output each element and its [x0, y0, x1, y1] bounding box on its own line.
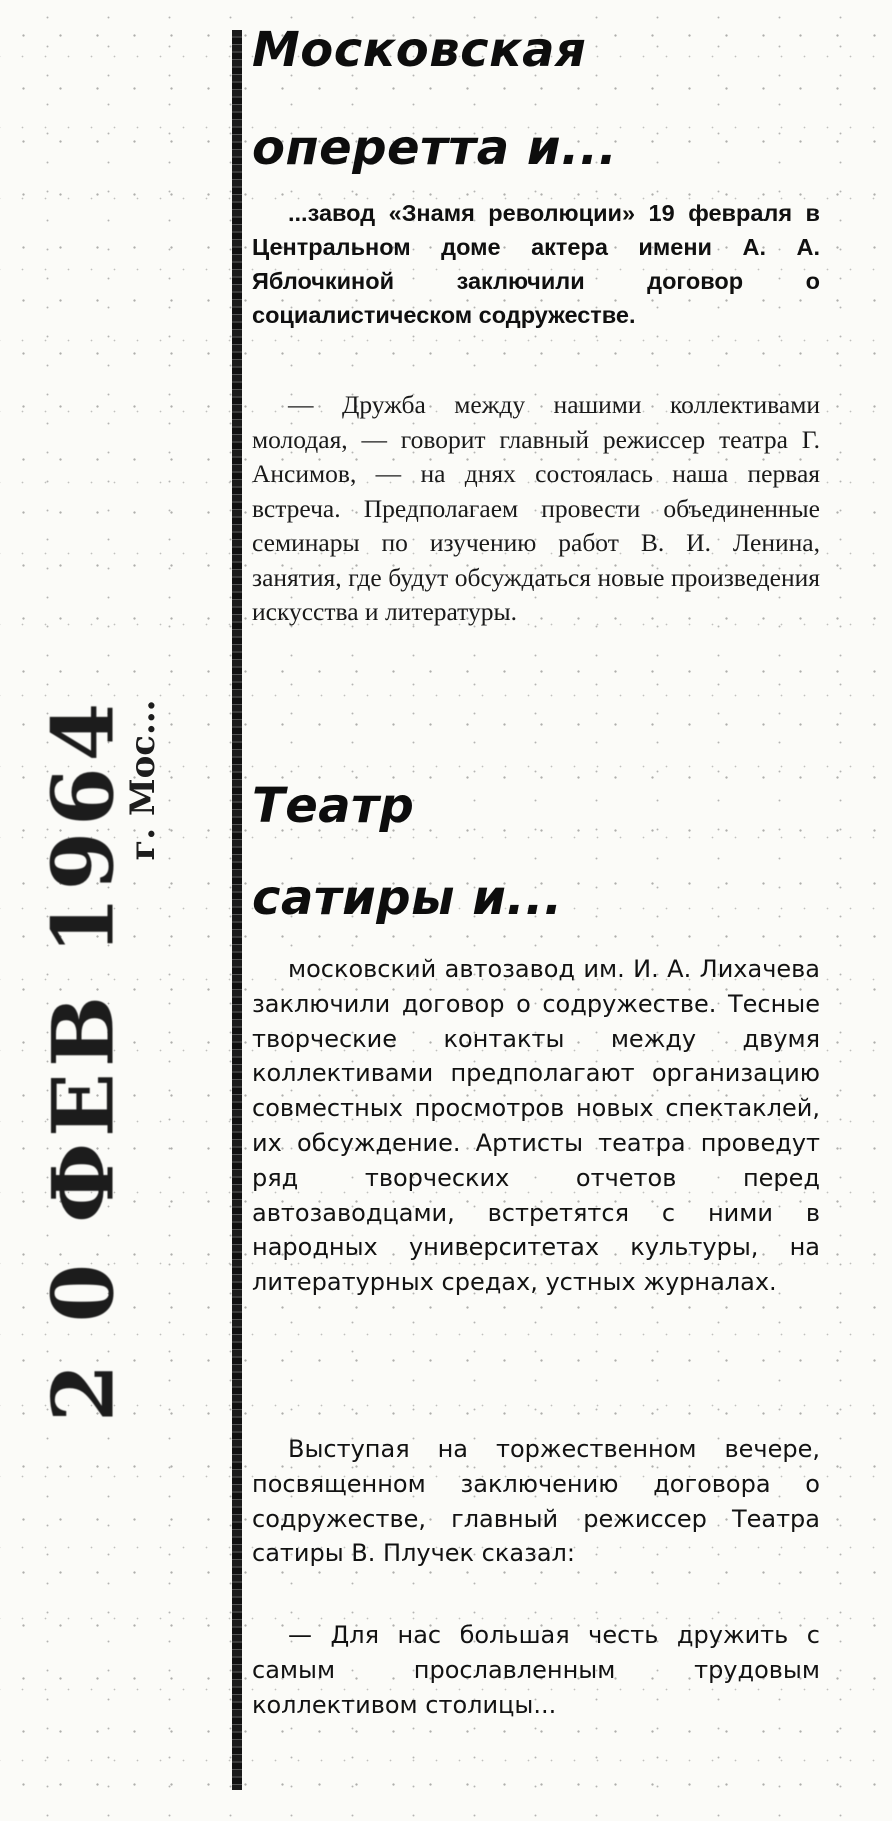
archive-stamp	[28, 560, 163, 1580]
article1-lead	[252, 196, 820, 332]
article2-body-2	[252, 1432, 820, 1571]
column-rule	[232, 30, 242, 1790]
article1-lead-text: ...завод «Знамя революции» 19 февраля в Центральном доме актера имени А. А. Яблочкиной заключили договор о социалистическом содружестве.	[252, 200, 820, 328]
stamp-city: г. Мос...	[123, 699, 163, 861]
article2-title-line1: Театр	[252, 778, 415, 834]
article1-quote: — Дружба между нашими коллективами молодая, — говорит главный режиссер театра Г. Ансимов, — на днях состоялась наша первая встреча. Предполагаем провести объединенные семинары по изучению работ В. И. Ленина, занятия, где будут обсуждаться новые произведения искусства и литературы.	[252, 390, 820, 626]
article1-title-line1: Московская	[252, 22, 587, 78]
article2-para1: московский автозавод им. И. А. Лихачева заключили договор о содружестве. Тесные творческие контакты между двумя коллективами предполагают организацию совместных просмотров новых спектаклей, их обсуждение. Артисты театра проведут ряд творческих отчетов перед автозаводцами, встретятся с ними в народных университетах культуры, на литературных средах, устных журналах.	[252, 955, 820, 1297]
article2-title-line2: сатиры и...	[252, 870, 563, 926]
article2-para3: — Для нас большая честь дружить с самым прославленным трудовым коллективом столицы...	[252, 1621, 820, 1719]
article1-body	[252, 388, 820, 630]
article2-body-3	[252, 1618, 820, 1722]
article2-para2: Выступая на торжественном вечере, посвященном заключению договора о содружестве, главный режиссер Театра сатиры В. Плучек сказал:	[252, 1435, 820, 1568]
article2-body	[252, 952, 820, 1300]
article1-title-line2: оперетта и...	[252, 120, 618, 176]
stamp-date: 2 0 ФЕВ 1964	[33, 696, 133, 1423]
